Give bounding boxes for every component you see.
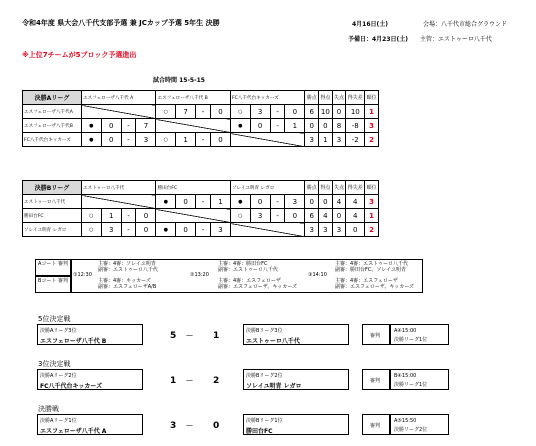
team1-box [37, 414, 143, 435]
table-row: エスフェローザ八千代A ○ 7 - 0 ○ 3 - 0 6 10 0 10 1 [23, 105, 379, 119]
table-row: ソレイユ明青 レガロ ○ 3 - 0 ● 0 - 3 3 3 3 0 2 [23, 223, 379, 237]
row-team: エスフェローザ八千代B [23, 119, 82, 133]
stat-header: 順位 [365, 181, 379, 195]
referee-box [362, 324, 390, 345]
slot-time: ①12:30 [73, 272, 92, 278]
stat: 3 [305, 133, 319, 147]
group-b-table [22, 180, 379, 237]
slot-detail: 主審：4審：ソレイユ明青 副審：エストゥーロ八千代 [98, 261, 158, 273]
stat: 3 [319, 223, 333, 237]
stat: 10 [346, 105, 365, 119]
score: 1 [176, 133, 196, 147]
score: 3 [210, 223, 230, 237]
stat: 4 [346, 195, 365, 209]
team2-box [243, 369, 349, 390]
court-a-label: Aコート 審判 [38, 261, 69, 267]
stat: 0 [332, 105, 346, 119]
result-mark: ○ [238, 108, 243, 115]
stat: -2 [346, 133, 365, 147]
result-mark: ● [89, 136, 94, 143]
stat: 8 [332, 119, 346, 133]
score-left: 3 [170, 421, 177, 431]
row-team: 勝田台FC [23, 209, 82, 223]
rank: 3 [365, 119, 379, 133]
table-row: エスフェローザ八千代B ● 0 - 7 ● 0 - 1 0 0 8 -8 3 [23, 119, 379, 133]
table-row: 勝田台FC ○ 1 - 0 ○ 3 - 0 6 4 0 4 1 [23, 209, 379, 223]
team2-name: ソレイユ明青 レガロ [246, 383, 302, 390]
score: 3 [250, 105, 270, 119]
score: 0 [250, 119, 270, 133]
notice: ※上位7チームが5ブロック予選進出 [22, 51, 137, 59]
score-dash: — [186, 376, 193, 384]
col-team: エスフェローザ八千代 A [82, 91, 156, 105]
rank: 1 [365, 105, 379, 119]
slot-time: ③14:10 [308, 272, 327, 278]
info-ref: 決勝リーグ2位 [394, 427, 428, 433]
rank: 2 [365, 223, 379, 237]
stat: 0 [319, 195, 333, 209]
score: 0 [285, 209, 305, 223]
team1-name: FC八千代台キッカーズ [40, 383, 103, 390]
team2-name: 勝田台FC [246, 428, 273, 435]
stat-header: 得失差 [346, 91, 365, 105]
score: 0 [285, 105, 305, 119]
info-box [390, 369, 449, 390]
score: 0 [176, 223, 196, 237]
info-ref: 決勝リーグ1位 [394, 382, 428, 388]
team1-name: エスフェローザ八千代 B [40, 338, 107, 345]
slot-detail: 主審：4審：エスフェローザ 副審：エスフェローザ、キッカーズ [218, 278, 298, 290]
col-team: ソレイユ明青 レガロ [230, 181, 304, 195]
stat: 0 [305, 195, 319, 209]
slot-detail: 主審：4審：勝田台FC 副審：エストゥーロ八千代 [218, 261, 278, 273]
court-b-label: Bコート 審判 [38, 278, 69, 284]
stat: 6 [305, 105, 319, 119]
info-time: B④15:00 [394, 373, 417, 379]
group-a-table [22, 90, 379, 147]
stat-header: 失点 [332, 181, 346, 195]
info-time: A④15:00 [394, 328, 417, 334]
stat: 3 [332, 223, 346, 237]
info-box [390, 414, 449, 435]
stat-header: 得点 [319, 181, 333, 195]
stat-header: 勝点 [305, 91, 319, 105]
table-row: FC八千代台キッカーズ ● 0 - 3 ○ 1 - 0 3 1 3 -2 2 [23, 133, 379, 147]
team1-name: エスフェローザ八千代 A [40, 428, 107, 435]
score: 0 [136, 209, 156, 223]
stat: 10 [319, 105, 333, 119]
stat: -8 [346, 119, 365, 133]
score: 0 [101, 119, 121, 133]
court-a-label-box [35, 259, 71, 276]
info-box [390, 324, 449, 345]
stat: 0 [305, 119, 319, 133]
rank: 1 [365, 209, 379, 223]
result-mark: ● [163, 198, 169, 205]
rank: 3 [365, 195, 379, 209]
col-team: FC八千代台キッカーズ [230, 91, 304, 105]
final-title: 5位決定戦 [38, 315, 71, 323]
table-row: エストゥーロ八千代 ● 0 - 1 ● 0 - 3 0 0 4 4 3 [23, 195, 379, 209]
col-team: エストゥーロ八千代 [82, 181, 156, 195]
slot-detail: 主審：4審：キッカーズ 副審：エスフェローザA/B [98, 278, 157, 290]
score: 0 [176, 195, 196, 209]
score: 7 [176, 105, 196, 119]
rank: 2 [365, 133, 379, 147]
team1-sub: 決勝Aリーグ3位 [40, 328, 77, 334]
result-mark: ○ [163, 136, 169, 143]
score: 3 [250, 209, 270, 223]
row-team: エストゥーロ八千代 [23, 195, 82, 209]
row-team: ソレイユ明青 レガロ [23, 223, 82, 237]
stat: 6 [305, 209, 319, 223]
host: 主管：エストゥーロ八千代 [420, 36, 492, 43]
result-mark: ○ [238, 212, 243, 219]
score: 3 [101, 223, 121, 237]
score: 1 [210, 195, 230, 209]
final-title: 3位決定戦 [38, 360, 71, 368]
stat: 0 [319, 119, 333, 133]
score-left: 5 [170, 331, 177, 341]
result-mark: ● [163, 226, 169, 233]
stat-header: 失点 [332, 91, 346, 105]
row-team: エスフェローザ八千代A [23, 105, 82, 119]
referee-box [362, 414, 390, 435]
stat: 0 [346, 223, 365, 237]
court-b-label-box [35, 276, 71, 293]
team2-box [243, 414, 349, 435]
venue: 会場：八千代市総合グラウンド [423, 21, 508, 28]
stat-header: 勝点 [305, 181, 319, 195]
score: 0 [101, 133, 121, 147]
slot-time: ②13:20 [190, 272, 209, 278]
score: 0 [250, 195, 270, 209]
result-mark: ○ [89, 212, 94, 219]
stat-header: 得失差 [346, 181, 365, 195]
score: 0 [136, 223, 156, 237]
score-right: 1 [213, 331, 220, 341]
team2-box [243, 324, 349, 345]
result-mark: ● [238, 198, 243, 205]
stat: 3 [332, 133, 346, 147]
team1-sub: 決勝Aリーグ1位 [40, 418, 77, 424]
slot-detail: 主審：4審：エストゥーロ八千代 副審：勝田台FC、ソレイユ明青 [335, 261, 409, 273]
match-time: 試合時間 15-5-15 [153, 77, 205, 84]
result-mark: ● [89, 122, 94, 129]
stat: 3 [305, 223, 319, 237]
score: 0 [210, 105, 230, 119]
stat-header: 得点 [319, 91, 333, 105]
stat: 1 [319, 133, 333, 147]
referee-label: 審判 [370, 333, 381, 339]
col-team: 勝田台FC [156, 181, 230, 195]
stat: 4 [346, 209, 365, 223]
team2-sub: 決勝Bリーグ1位 [246, 418, 283, 424]
score-right: 0 [213, 421, 220, 431]
team1-box [37, 324, 143, 345]
col-team: エスフェローザ八千代 B [156, 91, 230, 105]
stat: 0 [332, 209, 346, 223]
stat: 4 [332, 195, 346, 209]
stat-header: 順位 [365, 91, 379, 105]
team2-sub: 決勝Bリーグ3位 [246, 328, 283, 334]
score: 7 [136, 119, 156, 133]
team2-name: エストゥーロ八千代 [246, 338, 300, 345]
score: 1 [285, 119, 305, 133]
result-mark: ○ [163, 108, 169, 115]
score: 3 [136, 133, 156, 147]
row-team: FC八千代台キッカーズ [23, 133, 82, 147]
group-label: 決勝Bリーグ [23, 181, 82, 195]
referee-label: 審判 [370, 423, 381, 429]
score-left: 1 [170, 376, 177, 386]
page-title: 令和4年度 県大会八千代支部予選 兼 JCカップ予選 5年生 決勝 [22, 19, 220, 27]
info-time: A⑤15:50 [394, 418, 417, 424]
info-ref: 決勝リーグ1位 [394, 337, 428, 343]
score-right: 2 [213, 376, 220, 386]
result-mark: ● [238, 122, 243, 129]
final-title: 決勝戦 [38, 405, 59, 413]
team1-box [37, 369, 143, 390]
event-date: 4月16日(土) [352, 21, 389, 28]
score: 3 [285, 195, 305, 209]
result-mark: ○ [89, 226, 94, 233]
slot-detail: 主審：4審：エスフェローザ 副審：エスフェローザ、キッカーズ [335, 278, 415, 290]
team2-sub: 決勝Bリーグ2位 [246, 373, 283, 379]
reserve-date: 予備日：4月23日(土) [348, 36, 409, 43]
score: 0 [210, 133, 230, 147]
stat: 4 [319, 209, 333, 223]
referee-label: 審判 [370, 378, 381, 384]
team1-sub: 決勝Aリーグ2位 [40, 373, 77, 379]
referee-box [362, 369, 390, 390]
score-dash: — [186, 331, 193, 339]
score-dash: — [186, 421, 193, 429]
group-label: 決勝Aリーグ [23, 91, 82, 105]
score: 1 [101, 209, 121, 223]
